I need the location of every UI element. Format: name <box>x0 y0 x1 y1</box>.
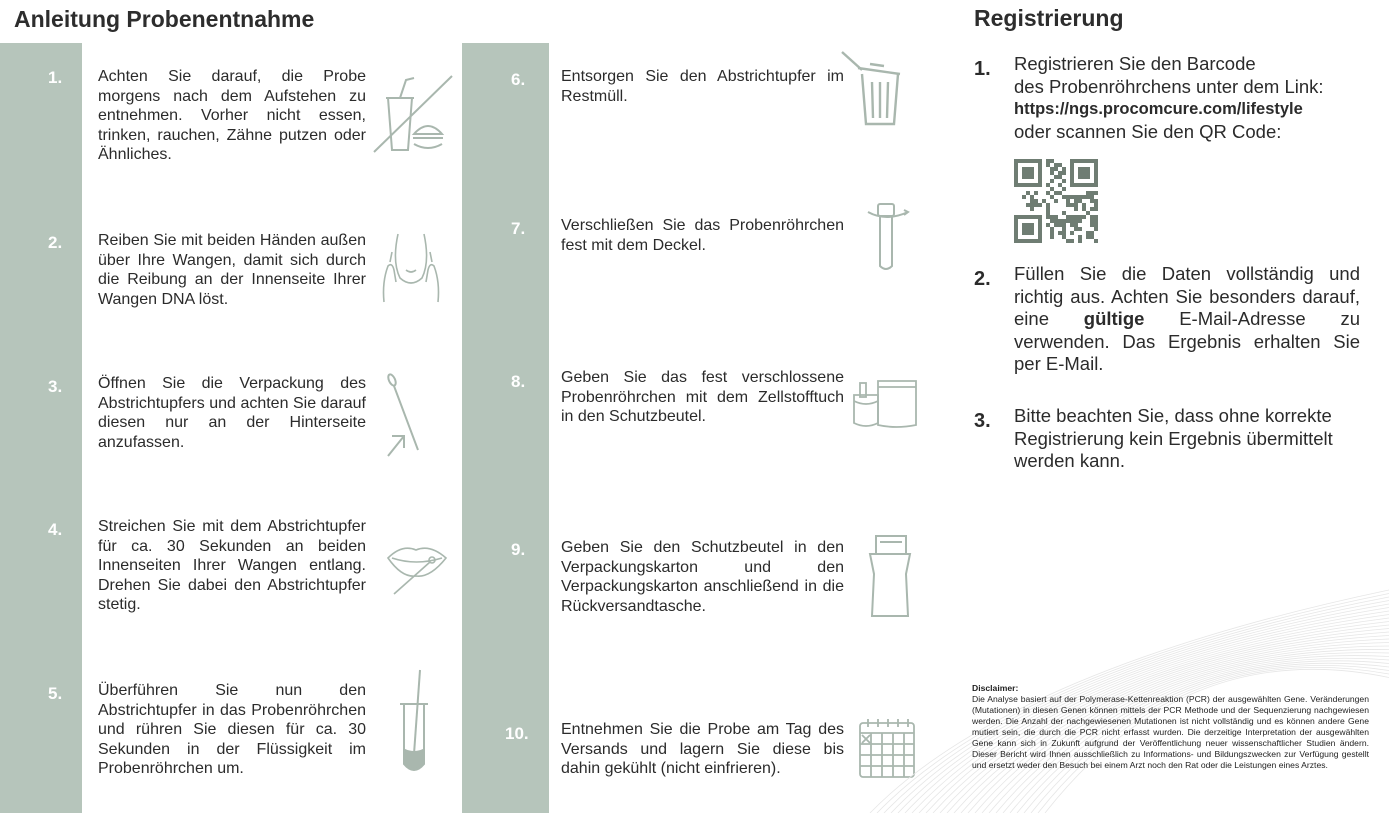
registration-text: Füllen Sie die Daten vollständig und richtig aus. Achten Sie besonders darauf, eine <box>1014 263 1360 329</box>
step-band-left <box>0 43 82 813</box>
step-text: Verschließen Sie das Probenröhrchen fest mit dem Deckel. <box>561 217 844 254</box>
registration-link[interactable]: https://ngs.procomcure.com/lifestyle <box>1014 100 1303 118</box>
disclaimer <box>972 683 1369 771</box>
step-band-middle <box>462 43 549 813</box>
step-text: Geben Sie den Schutzbeutel in den Verpackungskarton und den Verpackungskarton anschließend in die Rückversandtasche. <box>561 539 844 615</box>
qr-code-icon[interactable] <box>1014 159 1098 248</box>
step-text: Überführen Sie nun den Abstrichtupfer in das Probenröhrchen und rühren Sie diesen für ca. 30 Sekunden in der Flüssigkeit im Probenröhrchen um. <box>98 682 366 777</box>
registration-text: E-Mail-Adresse zu verwenden. Das Ergebnis erhalten Sie per E-Mail. <box>1014 308 1360 374</box>
step-number: 3. <box>48 377 63 396</box>
registration-line: oder scannen Sie den QR Code: <box>1014 120 1282 142</box>
registration-line: Registrieren Sie den Barcode <box>1014 53 1256 74</box>
step-number: 7. <box>511 219 526 238</box>
registration-bold-word: gültige <box>1083 308 1145 329</box>
step-number: 6. <box>511 70 526 89</box>
registration-step-number: 2. <box>974 268 991 290</box>
registration-step-text: Bitte beachten Sie, dass ohne korrekte Registrierung kein Ergebnis übermittelt werden kann. <box>1014 405 1333 471</box>
step-number: 4. <box>48 520 63 539</box>
step-text: Achten Sie darauf, die Probe morgens nach dem Aufstehen zu entnehmen. Vorher nicht essen, trinken, rauchen, Zähne putzen oder Ähnliches. <box>98 68 366 163</box>
trash-bin-icon <box>840 50 904 128</box>
registration-line: des Probenröhrchens unter dem Link: <box>1014 75 1324 97</box>
mouth-swab-icon <box>386 540 450 598</box>
protective-bag-icon <box>850 375 920 431</box>
step-text: Streichen Sie mit dem Abstrichtupfer für ca. 30 Sekunden an beiden Innenseiten Ihrer Wangen entlang. Drehen Sie dabei den Abstrichtupfer stetig. <box>98 518 366 613</box>
disclaimer-text: Die Analyse basiert auf der Polymerase-Kettenreaktion (PCR) der ausgewählten Gene. Veränderungen (Mutationen) in diesen Genen können mittels der PCR Methode und der Sequenzierung nachgewiesen werden. Die Anzahl der nachgewiesenen Mutationen ist nicht vollständig und es können andere Gene mutiert sein, die durch die PCR nicht erfasst wurden. Die derzeitige Interpretation der ausgewählten Gene kann sich in Zukunft aufgrund der Veröffentlichung neuer wissenschaftlicher Studien ändern. Dieser Bericht wird Ihnen ausschließlich zu Informations- und Bildungszwecken zur Verfügung gestellt und ersetzt weder den Besuch bei einem Arzt noch den Rat oder die Leistungen eines Arztes. <box>972 694 1369 770</box>
step-number: 1. <box>48 68 63 87</box>
step-number: 2. <box>48 233 63 252</box>
step-number: 10. <box>505 724 529 743</box>
step-text: Öffnen Sie die Verpackung des Abstrichtupfers und achten Sie darauf diesen nur an der Hinterseite anzufassen. <box>98 375 366 451</box>
no-food-drink-icon <box>372 72 454 156</box>
page-title-right: Registrierung <box>974 5 1124 31</box>
step-text: Entsorgen Sie den Abstrichtupfer im Restmüll. <box>561 68 844 105</box>
step-text: Reiben Sie mit beiden Händen außen über Ihre Wangen, damit sich durch die Reibung an der Innenseite Ihrer Wangen DNA löst. <box>98 232 366 308</box>
step-text: Entnehmen Sie die Probe am Tag des Versands und lagern Sie diese bis dahin gekühlt (nicht einfrieren). <box>561 721 844 777</box>
step-number: 9. <box>511 540 526 559</box>
cheek-rub-icon <box>380 232 442 304</box>
page-title-left: Anleitung Probenentnahme <box>14 6 315 32</box>
disclaimer-heading: Disclaimer: <box>972 683 1019 693</box>
registration-step-text <box>1014 263 1360 376</box>
swab-icon <box>384 372 424 460</box>
registration-step-text <box>1014 53 1360 143</box>
tube-swab-icon <box>396 668 432 776</box>
step-text: Geben Sie das fest verschlossene Probenröhrchen mit dem Zellstofftuch in den Schutzbeutel. <box>561 369 844 425</box>
step-number: 8. <box>511 372 526 391</box>
registration-step-number: 3. <box>974 410 991 432</box>
step-number: 5. <box>48 684 63 703</box>
closed-tube-icon <box>864 200 912 272</box>
registration-step-number: 1. <box>974 58 991 80</box>
